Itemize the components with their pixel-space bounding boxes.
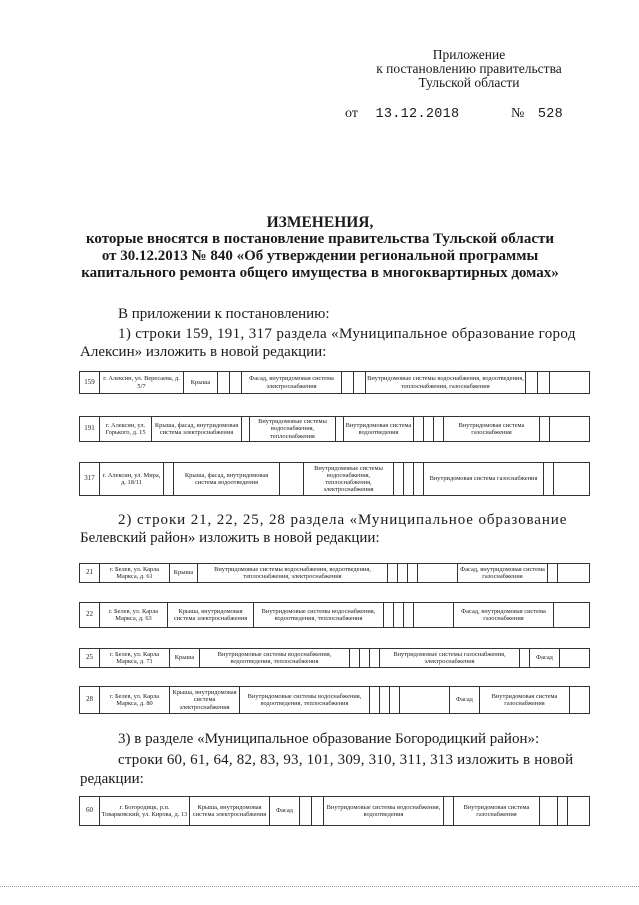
table-row-317 [79,462,590,496]
table-row-191 [79,416,590,442]
work-cell: Внутридомовые системы водоснабжения, водоотведения, теплоснабжения [254,603,384,628]
row-number: 159 [80,372,100,394]
empty-cell [550,372,590,394]
empty-cell [414,463,424,496]
work-cell: Внутридомовая система газоснабжения [480,687,570,714]
empty-cell [418,564,458,583]
empty-cell [312,797,324,826]
item3-text-cont: строки 60, 61, 64, 82, 83, 93, 101, 309, 310, 311, 313 изложить в новой [118,752,574,768]
empty-cell [398,564,408,583]
empty-cell [230,372,242,394]
empty-cell [526,372,538,394]
work-cell: Фасад [450,687,480,714]
table-row-28 [79,686,590,714]
number-label: № [510,106,525,121]
address-cell: г. Белев, ул. Карла Маркса, д. 71 [100,649,170,668]
document-title [60,214,580,282]
empty-cell [390,687,400,714]
empty-cell [242,417,250,442]
empty-cell [404,463,414,496]
work-cell: Фасад [530,649,560,668]
item3-text: 3) в разделе «Муниципальное образование Богородицкий район»: [118,731,540,747]
empty-cell [434,417,444,442]
address-cell: г. Богородицк, р.п. Товарковский, ул. Кирова, д. 13 [100,797,190,826]
work-cell: Внутридомовая система газоснабжения [444,417,540,442]
work-cell: Фасад [270,797,300,826]
work-cell: Внутридомовая система газоснабжения [454,797,540,826]
work-cell: Крыша, внутридомовая система электроснабжения [190,797,270,826]
work-cell: Крыша [170,564,198,583]
empty-cell [568,797,590,826]
table-row-60 [79,796,590,826]
work-cell: Крыша, внутридомовая система электроснабжения [170,687,240,714]
empty-cell [554,603,590,628]
row-number: 60 [80,797,100,826]
empty-cell [548,564,558,583]
work-cell: Крыша, фасад, внутридомовая система водоотведения [174,463,280,496]
title-line: которые вносятся в постановление правительства Тульской области [85,231,555,247]
address-cell: г. Белев, ул. Карла Маркса, д. 61 [100,564,170,583]
empty-cell [444,797,454,826]
empty-cell [280,463,304,496]
empty-cell [540,797,558,826]
empty-cell [414,417,424,442]
intro-text: В приложении к постановлению: [118,306,330,322]
empty-cell [370,687,380,714]
empty-cell [400,687,450,714]
row-number: 21 [80,564,100,583]
empty-cell [350,649,360,668]
address-cell: г. Белев, ул. Карла Маркса, д. 63 [100,603,168,628]
work-cell: Внутридомовые системы водоснабжения, теплоснабжения [250,417,336,442]
empty-cell [408,564,418,583]
item1-text-cont: Алексин» изложить в новой редакции: [80,344,327,360]
appendix-line: к постановлению правительства [376,61,562,76]
empty-cell [554,463,590,496]
scan-edge-dots [0,886,639,889]
empty-cell [560,649,590,668]
table-row-22 [79,602,590,628]
empty-cell [342,372,354,394]
empty-cell [394,603,404,628]
empty-cell [558,797,568,826]
address-cell: г. Алексин, ул. Горького, д. 15 [100,417,152,442]
work-cell: Внутридомовые системы водоснабжения, теплоснабжения, электроснабжения [304,463,394,496]
table-row-21 [79,563,590,583]
work-cell: Внутридомовые системы водоснабжения, водоотведения, теплоснабжения [240,687,370,714]
work-cell: Внутридомовые системы водоснабжения, водоотведения, теплоснабжения, газоснабжения [366,372,526,394]
empty-cell [414,603,454,628]
empty-cell [520,649,530,668]
document-date: 13.12.2018 [375,107,460,122]
empty-cell [570,687,590,714]
empty-cell [394,463,404,496]
address-cell: г. Алексин, ул. Вересаева, д. 5/7 [100,372,184,394]
empty-cell [370,649,380,668]
appendix-line: Приложение [432,47,506,62]
empty-cell [360,649,370,668]
empty-cell [384,603,394,628]
document-number: 528 [537,107,564,122]
work-cell: Внутридомовые системы водоснабжения, водоотведения, теплоснабжения [200,649,350,668]
address-cell: г. Белев, ул. Карла Маркса, д. 80 [100,687,170,714]
table-row-159 [79,371,590,394]
empty-cell [544,463,554,496]
address-cell: г. Алексин, ул. Мира, д. 18/11 [100,463,164,496]
empty-cell [550,417,590,442]
work-cell: Крыша [170,649,200,668]
work-cell: Крыша [184,372,218,394]
work-cell: Фасад, внутридомовая система электроснабжения [242,372,342,394]
empty-cell [404,603,414,628]
empty-cell [380,687,390,714]
empty-cell [354,372,366,394]
work-cell: Внутридомовые системы водоснабжения, водоотведения, теплоснабжения, электроснабжения [198,564,388,583]
empty-cell [388,564,398,583]
item1-text: 1) строки 159, 191, 317 раздела «Муниципальное образование город [118,326,576,342]
date-prefix: от [345,106,358,121]
title-line: от 30.12.2013 № 840 «Об утверждении региональной программы [101,248,539,264]
work-cell: Фасад, внутридомовая система газоснабжения [454,603,554,628]
appendix-line: Тульской области [418,75,520,90]
work-cell: Крыша, внутридомовая система электроснабжения [168,603,254,628]
empty-cell [558,564,590,583]
work-cell: Фасад, внутридомовая система газоснабжения [458,564,548,583]
work-cell: Внутридомовая система газоснабжения [424,463,544,496]
row-number: 25 [80,649,100,668]
row-number: 191 [80,417,100,442]
item2-text: 2) строки 21, 22, 25, 28 раздела «Муниципальное образование [118,512,568,528]
empty-cell [424,417,434,442]
row-number: 317 [80,463,100,496]
title-heading: ИЗМЕНЕНИЯ, [266,214,374,231]
work-cell: Внутридомовая система водоотведения [344,417,414,442]
row-number: 22 [80,603,100,628]
appendix-header [349,48,589,90]
item2-text-cont: Белевский район» изложить в новой редакции: [80,530,380,546]
date-line [345,106,563,122]
empty-cell [218,372,230,394]
item3-text-end: редакции: [80,771,144,787]
empty-cell [164,463,174,496]
work-cell: Внутридомовые системы водоснабжения, водоотведения [324,797,444,826]
empty-cell [336,417,344,442]
work-cell: Крыша, фасад, внутридомовая система электроснабжения [152,417,242,442]
empty-cell [540,417,550,442]
empty-cell [300,797,312,826]
table-row-25 [79,648,590,668]
title-line: капитального ремонта общего имущества в многоквартирных домах» [81,265,559,281]
row-number: 28 [80,687,100,714]
work-cell: Внутридомовые системы газоснабжения, электроснабжения [380,649,520,668]
empty-cell [538,372,550,394]
